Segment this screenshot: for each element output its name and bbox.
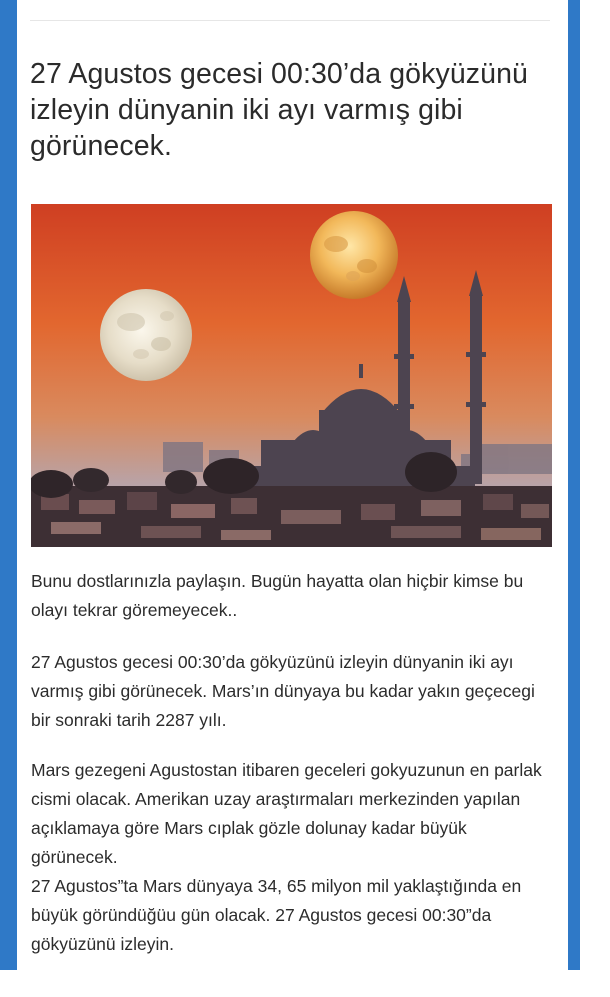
article-card — [17, 0, 568, 970]
hero-image[interactable] — [31, 204, 552, 547]
right-blue-border — [568, 0, 580, 970]
article-paragraph: Bunu dostlarınızla paylaşın. Bugün hayatta olan hiçbir kimse bu olayı tekrar göremeyecek.. — [31, 571, 524, 620]
article-paragraph: 27 Agustos gecesi 00:30’da gökyüzünü izleyin dünyanin iki ayı varmış gibi görünecek. Mars’ın dünyaya bu kadar yakın geçecegi bir sonraki tarih 2287 yılı. — [31, 652, 535, 730]
full-moon-icon — [100, 289, 192, 381]
article-paragraph: Mars gezegeni Agustostan itibaren geceleri gokyuzunun en parlak cismi olacak. Amerikan uzay araştırmaları merkezinden yapılan açıklamaya göre Mars cıplak gözle dolunay kadar büyük görünecek. — [31, 760, 542, 867]
left-blue-border — [0, 0, 17, 970]
article-paragraph: 27 Agustos”ta Mars dünyaya 34, 65 milyon mil yaklaştığında en büyük göründüğüu gün olacak. 27 Agustos gecesi 00:30”da gökyüzünü izleyin. — [31, 876, 522, 954]
mars-icon — [310, 211, 398, 299]
divider — [30, 20, 550, 21]
article-title: 27 Agustos gecesi 00:30’da gökyüzünü izleyin dünyanin iki ayı varmış gibi görünecek. — [30, 58, 528, 162]
